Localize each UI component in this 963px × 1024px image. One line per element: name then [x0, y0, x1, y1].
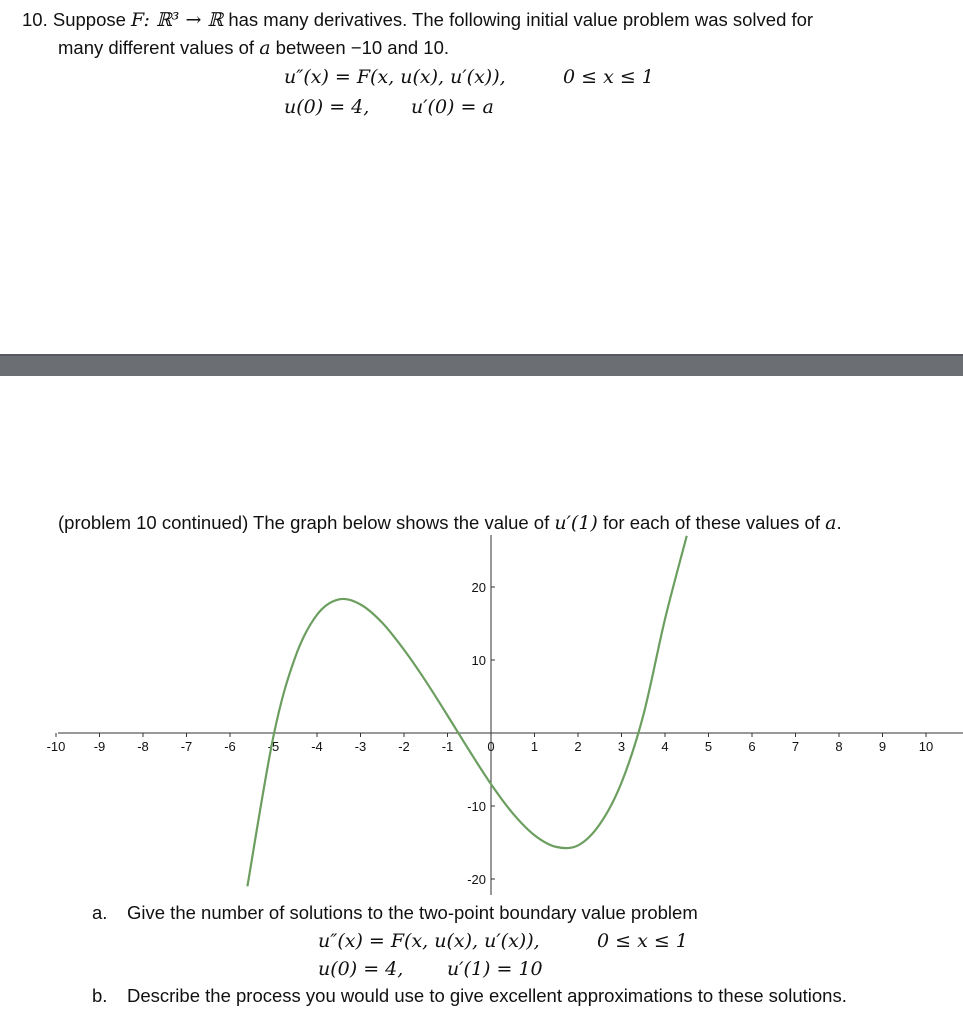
- part-b-label: b.: [92, 985, 108, 1006]
- x-tick-label: -3: [354, 739, 367, 754]
- y-tick-label: -20: [467, 872, 486, 887]
- y-tick-label: 10: [471, 653, 486, 668]
- page-divider: [0, 354, 963, 376]
- bvp-ode: u″(x) = F(x, u(x), u′(x)),: [318, 930, 540, 952]
- map-expression: F: ℝ³ → ℝ: [131, 9, 224, 31]
- x-tick-label: 4: [661, 739, 669, 754]
- ivp-domain: 0 ≤ x ≤ 1: [563, 66, 654, 88]
- x-tick-label: -2: [398, 739, 410, 754]
- bvp-boundary-condition-1: u(0) = 4,: [318, 958, 404, 980]
- continued-text-c: .: [836, 512, 842, 533]
- variable-a: a: [259, 37, 271, 59]
- x-tick-label: -5: [267, 739, 280, 754]
- x-tick-label: -7: [180, 739, 193, 754]
- part-a-label: a.: [92, 902, 108, 923]
- x-tick-label: 5: [704, 739, 713, 754]
- continued-text-b: for each of these values of: [597, 512, 826, 533]
- problem-intro-line1: [22, 9, 813, 31]
- ivp-initial-condition-1: u(0) = 4,: [284, 96, 370, 118]
- y-tick-label: -10: [467, 799, 486, 814]
- x-tick-label: 9: [878, 739, 887, 754]
- x-tick-label: 3: [617, 739, 626, 754]
- ivp-initial-condition-2: u′(0) = a: [411, 96, 494, 118]
- ivp-ode: u″(x) = F(x, u(x), u′(x)),: [284, 66, 506, 88]
- series-curve: [247, 536, 686, 886]
- x-tick-label: -10: [46, 739, 66, 754]
- x-tick-label: -4: [311, 739, 323, 754]
- x-tick-label: 6: [748, 739, 756, 754]
- x-tick-label: -8: [137, 739, 149, 754]
- intro-text: Suppose: [52, 9, 132, 30]
- x-tick-label: -1: [441, 739, 454, 754]
- variable-a: a: [825, 512, 837, 534]
- problem-number: 10.: [22, 9, 48, 30]
- intro-text: has many derivatives. The following initial value problem was solved for: [223, 9, 814, 30]
- derivative-chart: [0, 535, 963, 905]
- x-tick-label: 1: [530, 739, 539, 754]
- x-tick-label: 0: [487, 739, 495, 754]
- part-b-text: Describe the process you would use to give excellent approximations to these solutions.: [127, 985, 847, 1006]
- x-tick-label: -9: [93, 739, 106, 754]
- problem-intro-line2: [58, 37, 449, 59]
- continued-text-a: (problem 10 continued) The graph below shows the value of: [58, 512, 555, 533]
- x-tick-label: 7: [791, 739, 800, 754]
- bvp-domain: 0 ≤ x ≤ 1: [597, 930, 688, 952]
- y-tick-label: 20: [471, 580, 486, 595]
- bvp-boundary-condition-2: u′(1) = 10: [447, 958, 543, 980]
- part-a-text: Give the number of solutions to the two-point boundary value problem: [127, 902, 698, 923]
- continued-text: [58, 512, 842, 534]
- intro-text: between −10 and 10.: [270, 37, 450, 58]
- derivative-expression: u′(1): [554, 512, 598, 534]
- x-tick-label: 8: [835, 739, 843, 754]
- x-tick-label: -6: [224, 739, 236, 754]
- x-tick-label: 10: [918, 739, 934, 754]
- x-tick-label: 2: [574, 739, 582, 754]
- intro-text: many different values of: [58, 37, 260, 58]
